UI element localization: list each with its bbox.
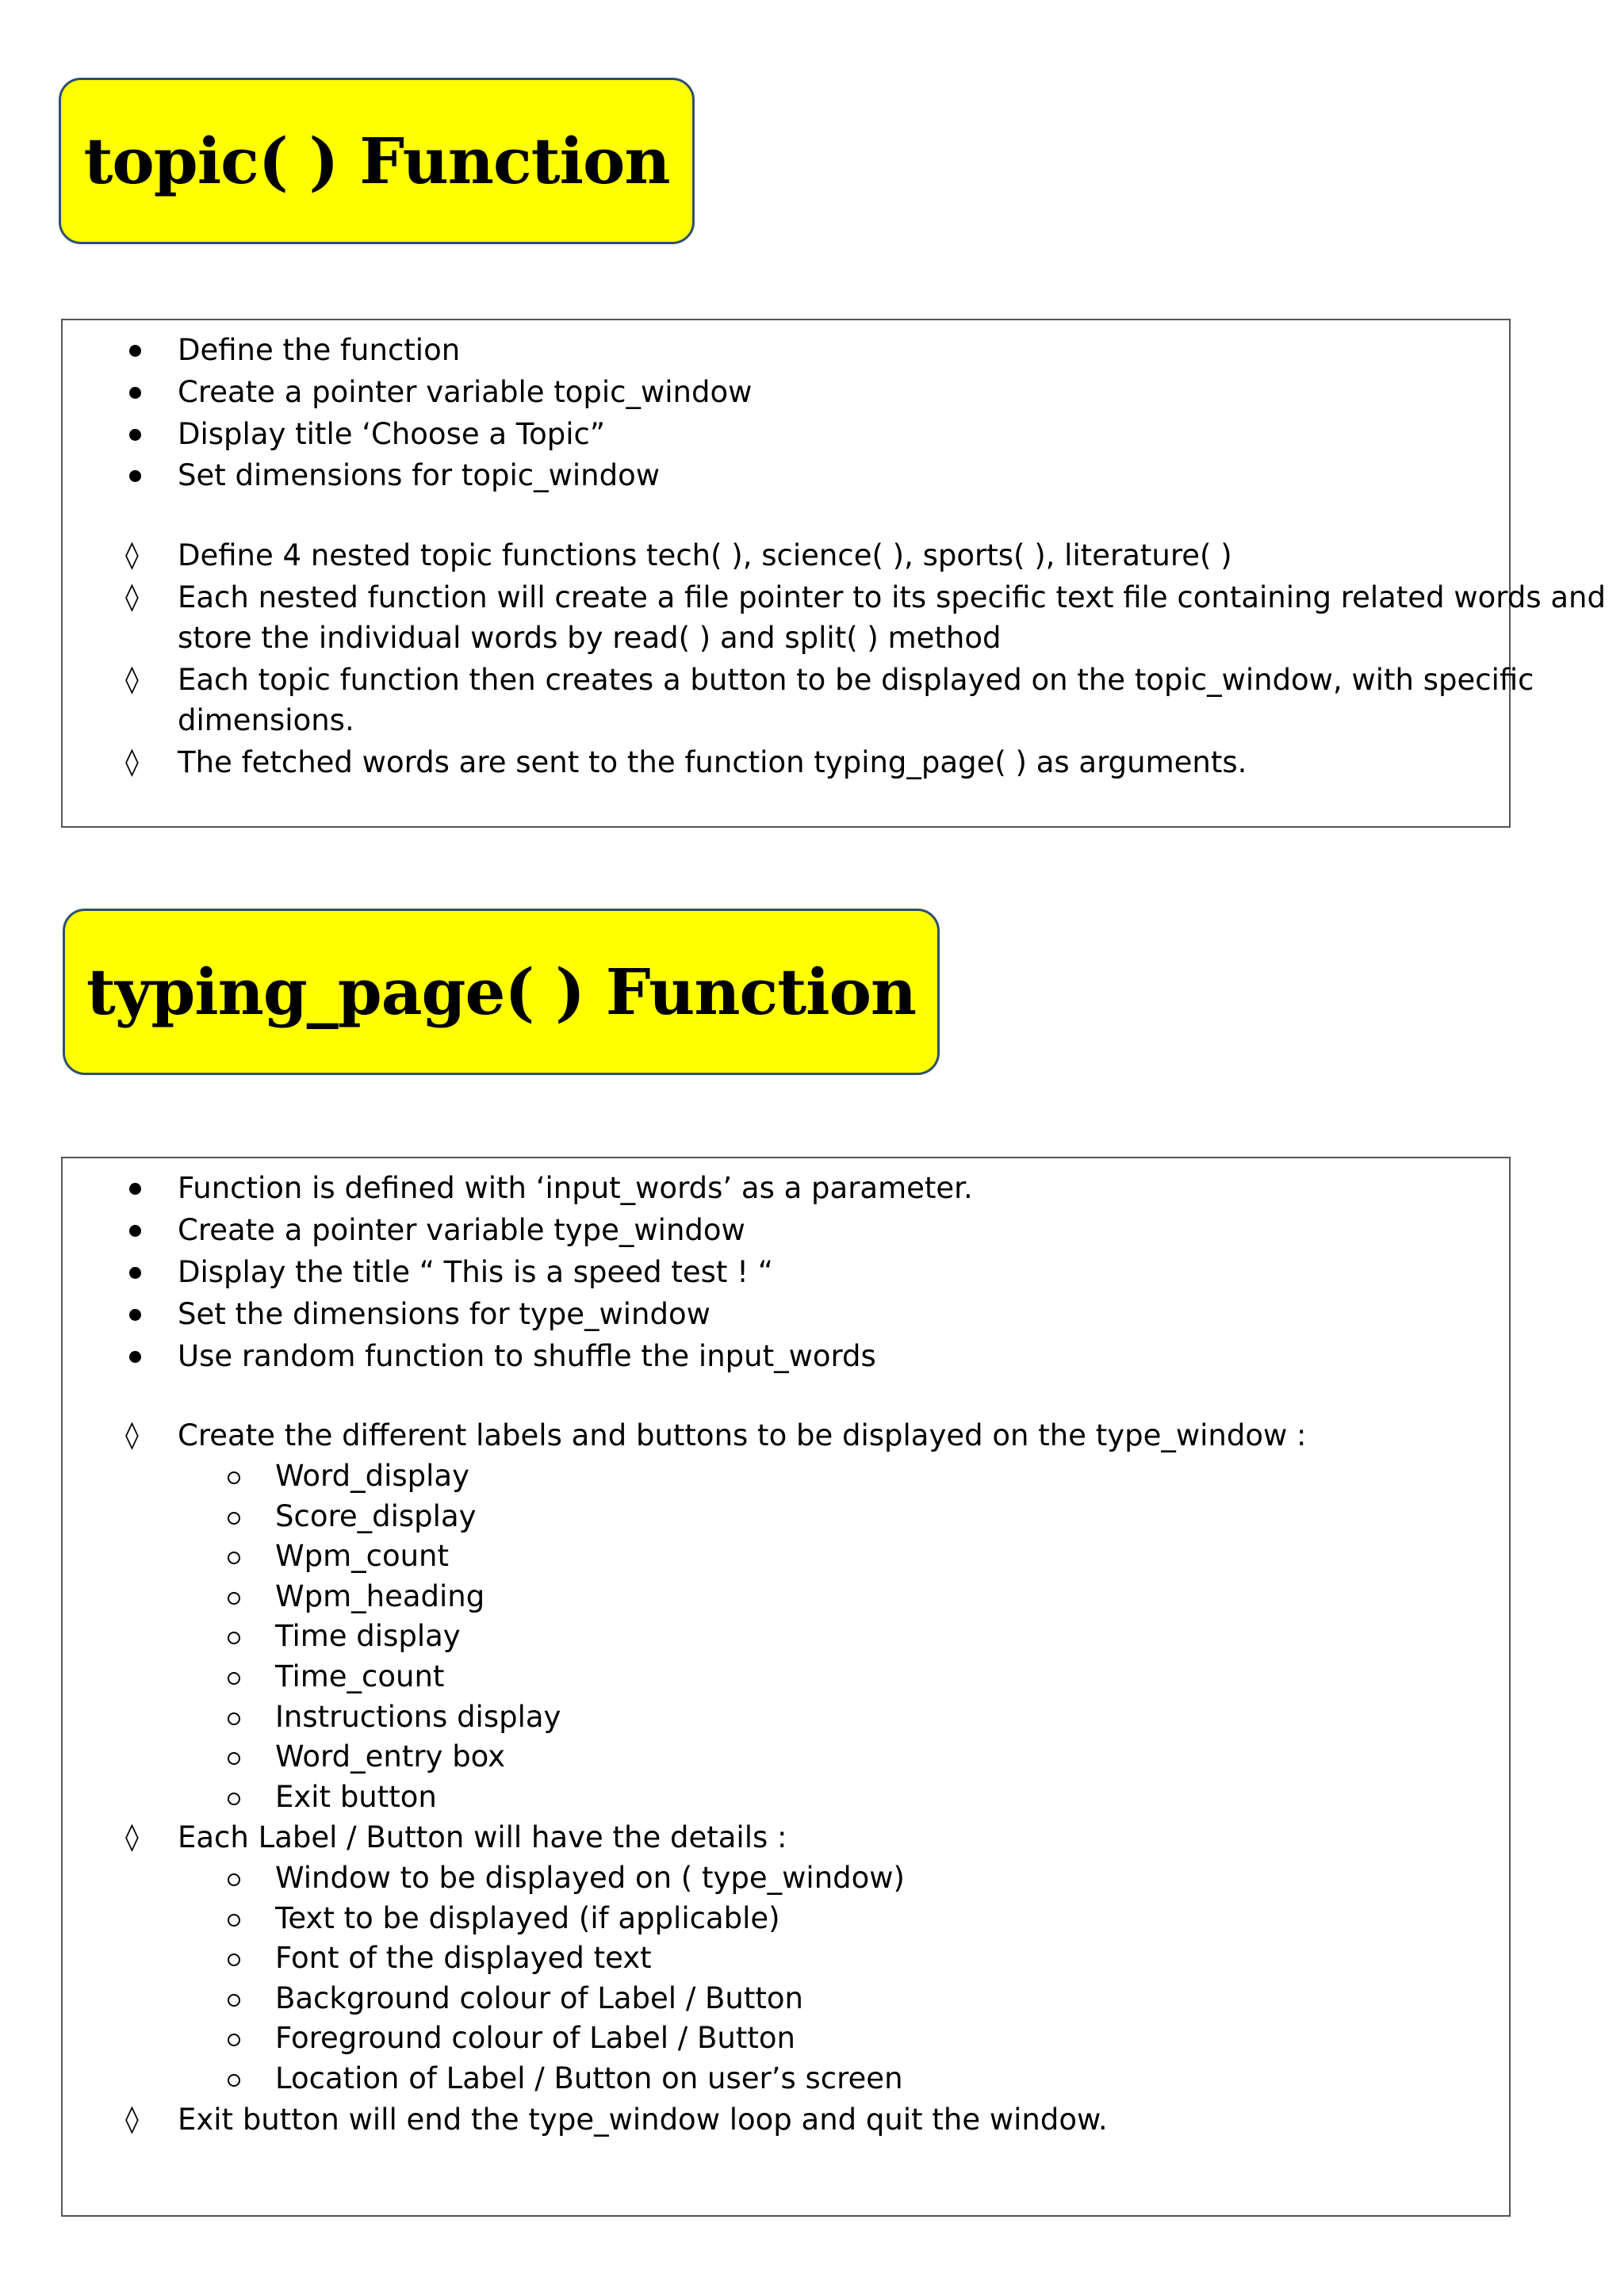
typing-page-function-title: typing_page( ) Function [86, 955, 917, 1029]
list-item: Set the dimensions for type_window [178, 1297, 710, 1331]
sub-list-item: Time display [275, 1619, 461, 1654]
circle-bullet-icon [228, 1672, 240, 1685]
sub-list-item: Word_entry box [275, 1739, 506, 1774]
diamond-bullet-icon: ◊ [125, 581, 139, 613]
diamond-bullet-icon: ◊ [125, 1821, 139, 1853]
list-item: Display the title “ This is a speed test ! “ [178, 1255, 773, 1289]
diamond-bullet-icon: ◊ [125, 539, 139, 571]
list-item: Each topic function then creates a button to be displayed on the topic_window, with specific [178, 663, 1534, 697]
list-item: Each nested function will create a file pointer to its specific text file containing related words and [178, 580, 1606, 614]
bullet-dot-icon [129, 1351, 141, 1363]
list-item: Each Label / Button will have the details : [178, 1820, 787, 1854]
circle-bullet-icon [228, 1471, 240, 1484]
diamond-bullet-icon: ◊ [125, 1419, 139, 1451]
list-item: Create a pointer variable topic_window [178, 375, 753, 409]
sub-list-item: Time_count [275, 1659, 445, 1693]
circle-bullet-icon [228, 2074, 240, 2087]
sub-list-item: Score_display [275, 1498, 477, 1533]
list-item: dimensions. [178, 703, 354, 737]
list-item: Function is defined with ‘input_words’ as a parameter. [178, 1171, 973, 1205]
sub-list-item: Background colour of Label / Button [275, 1980, 803, 2015]
sub-list-item: Wpm_count [275, 1539, 450, 1574]
bullet-dot-icon [129, 1309, 141, 1321]
list-item: Create the different labels and buttons to be displayed on the type_window : [178, 1418, 1307, 1452]
sub-list-item: Window to be displayed on ( type_window) [275, 1861, 905, 1895]
sub-list-item: Font of the displayed text [275, 1941, 652, 1976]
circle-bullet-icon [228, 1994, 240, 2007]
bullet-dot-icon [129, 1183, 141, 1195]
typing-page-function-title-box [63, 909, 940, 1075]
circle-bullet-icon [228, 1712, 240, 1725]
topic-function-title-box [59, 78, 695, 244]
bullet-dot-icon [129, 345, 141, 357]
bullet-dot-icon [129, 429, 141, 441]
diamond-bullet-icon: ◊ [125, 2103, 139, 2135]
sub-list-item: Foreground colour of Label / Button [275, 2021, 795, 2056]
list-item: Set dimensions for topic_window [178, 458, 660, 492]
sub-list-item: Exit button [275, 1779, 437, 1814]
sub-list-item: Text to be displayed (if applicable) [275, 1900, 780, 1935]
list-item: Create a pointer variable type_window [178, 1213, 745, 1247]
diamond-bullet-icon: ◊ [125, 664, 139, 695]
bullet-dot-icon [129, 387, 141, 399]
circle-bullet-icon [228, 1793, 240, 1805]
list-item: Define 4 nested topic functions tech( ), science( ), sports( ), literature( ) [178, 538, 1232, 572]
list-item: The fetched words are sent to the function typing_page( ) as arguments. [178, 745, 1247, 779]
bullet-dot-icon [129, 1267, 141, 1279]
sub-list-item: Wpm_heading [275, 1578, 485, 1613]
topic-function-title: topic( ) Function [83, 124, 670, 198]
diamond-bullet-icon: ◊ [125, 746, 139, 778]
list-item: store the individual words by read( ) and split( ) method [178, 621, 1002, 655]
circle-bullet-icon [228, 1914, 240, 1927]
sub-list-item: Location of Label / Button on user’s screen [275, 2061, 903, 2095]
circle-bullet-icon [228, 1873, 240, 1886]
bullet-dot-icon [129, 1225, 141, 1237]
circle-bullet-icon [228, 1512, 240, 1525]
circle-bullet-icon [228, 1592, 240, 1605]
list-item: Display title ‘Choose a Topic” [178, 417, 606, 451]
list-item: Exit button will end the type_window loop and quit the window. [178, 2103, 1108, 2137]
sub-list-item: Word_display [275, 1459, 469, 1493]
bullet-dot-icon [129, 470, 141, 482]
sub-list-item: Instructions display [275, 1699, 561, 1734]
list-item: Use random function to shuffle the input_words [178, 1339, 876, 1373]
list-item: Define the function [178, 333, 461, 367]
